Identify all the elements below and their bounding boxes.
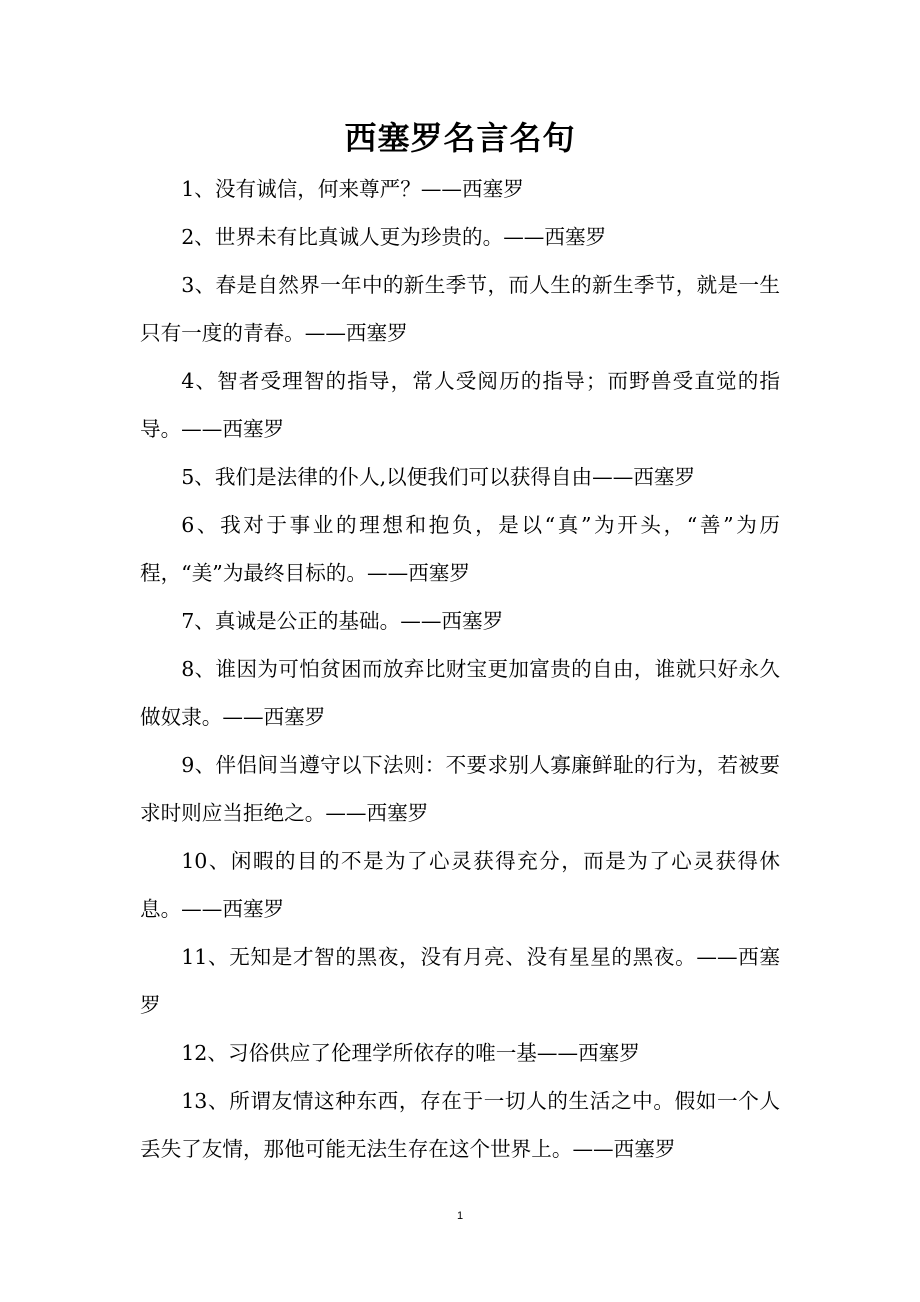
quote-paragraph: 4、智者受理智的指导，常人受阅历的指导；而野兽受直觉的指导。——西塞罗 — [140, 369, 780, 441]
quote-paragraph: 6、我对于事业的理想和抱负，是以“真”为开头，“善”为历程，“美”为最终目标的。——西塞罗 — [140, 513, 780, 585]
document-title: 西塞罗名言名句 — [344, 119, 576, 157]
quote-paragraph: 2、世界未有比真诚人更为珍贵的。——西塞罗 — [181, 225, 607, 249]
quote-paragraph: 3、春是自然界一年中的新生季节，而人生的新生季节，就是一生只有一度的青春。——西塞罗 — [140, 273, 780, 345]
quote-paragraph: 7、真诚是公正的基础。——西塞罗 — [181, 609, 504, 633]
quote-paragraph: 1、没有诚信，何来尊严？——西塞罗 — [181, 177, 524, 201]
quote-paragraph: 8、谁因为可怕贫困而放弃比财宝更加富贵的自由，谁就只好永久做奴隶。——西塞罗 — [140, 657, 780, 729]
page-number: 1 — [456, 1210, 464, 1222]
quote-paragraph: 12、习俗供应了伦理学所依存的唯一基——西塞罗 — [181, 1041, 640, 1065]
quote-paragraph: 13、所谓友情这种东西，存在于一切人的生活之中。假如一个人丢失了友情，那他可能无法生存在这个世界上。——西塞罗 — [140, 1089, 780, 1161]
quote-list — [140, 165, 780, 1173]
quote-paragraph: 11、无知是才智的黑夜，没有月亮、没有星星的黑夜。——西塞罗 — [140, 945, 780, 1017]
quote-paragraph: 10、闲暇的目的不是为了心灵获得充分，而是为了心灵获得休息。——西塞罗 — [140, 849, 780, 921]
quote-paragraph: 5、我们是法律的仆人,以便我们可以获得自由——西塞罗 — [181, 465, 696, 489]
quote-paragraph: 9、伴侣间当遵守以下法则：不要求别人寡廉鲜耻的行为，若被要求时则应当拒绝之。——西塞罗 — [140, 753, 780, 825]
